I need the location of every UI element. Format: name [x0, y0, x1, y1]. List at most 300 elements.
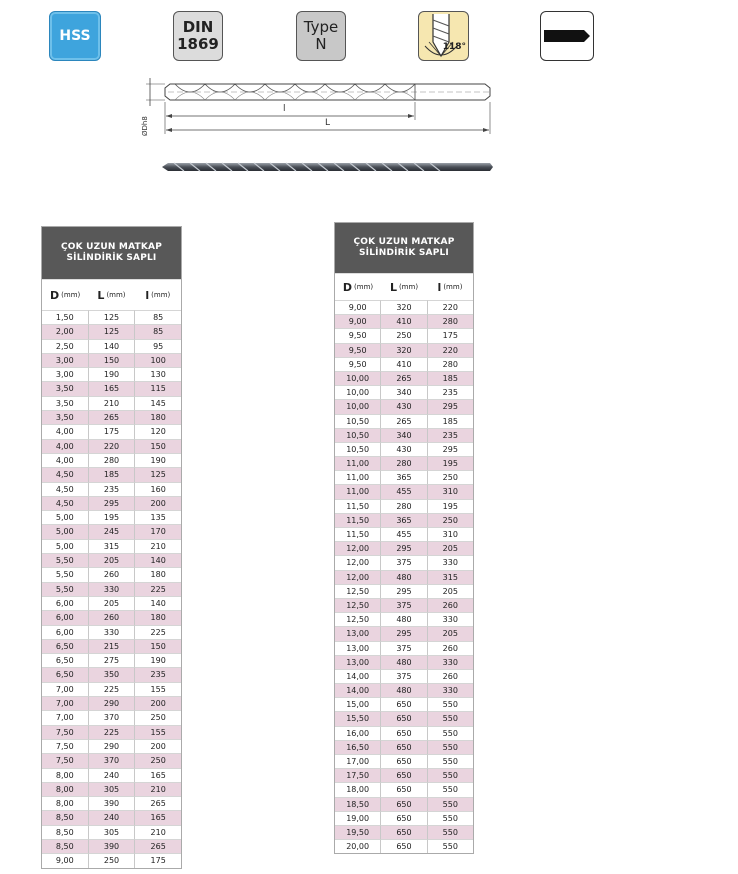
- column-header-L: L (mm): [97, 288, 126, 302]
- point-angle-icon: [419, 12, 470, 62]
- total-length-cell: 265: [89, 410, 136, 424]
- diameter-cell: 11,00: [335, 456, 381, 470]
- total-length-cell: 375: [381, 669, 427, 683]
- table-row: [335, 385, 473, 399]
- total-length-cell: 650: [381, 740, 427, 754]
- table-row: [335, 541, 473, 555]
- total-length-cell: 205: [89, 596, 136, 610]
- diameter-cell: 2,00: [42, 324, 89, 338]
- diameter-cell: 3,00: [42, 353, 89, 367]
- total-length-cell: 265: [381, 371, 427, 385]
- flute-length-cell: 330: [428, 683, 473, 697]
- diameter-cell: 7,50: [42, 725, 89, 739]
- table-row: [42, 439, 181, 453]
- total-length-cell: 650: [381, 811, 427, 825]
- diameter-cell: 5,00: [42, 510, 89, 524]
- table-row: [42, 453, 181, 467]
- table-row: [42, 524, 181, 538]
- total-length-cell: 150: [89, 353, 136, 367]
- table-row: [335, 357, 473, 371]
- diameter-cell: 10,50: [335, 428, 381, 442]
- flute-length-cell: 175: [428, 328, 473, 342]
- diameter-cell: 12,50: [335, 612, 381, 626]
- diameter-cell: 8,00: [42, 782, 89, 796]
- diameter-cell: 11,50: [335, 499, 381, 513]
- table-row: [335, 300, 473, 314]
- flute-length-cell: 135: [135, 510, 181, 524]
- table-row: [42, 510, 181, 524]
- table-row: [42, 853, 181, 867]
- table-row: [42, 725, 181, 739]
- table-row: [335, 570, 473, 584]
- diameter-cell: 16,50: [335, 740, 381, 754]
- table-row: [42, 667, 181, 681]
- total-length-cell: 350: [89, 667, 136, 681]
- flute-length-cell: 265: [135, 796, 181, 810]
- flute-length-cell: 210: [135, 825, 181, 839]
- diameter-cell: 4,00: [42, 439, 89, 453]
- diameter-cell: 3,50: [42, 396, 89, 410]
- total-length-cell: 480: [381, 570, 427, 584]
- diameter-cell: 5,00: [42, 524, 89, 538]
- diameter-cell: 6,00: [42, 610, 89, 624]
- flute-length-cell: 180: [135, 567, 181, 581]
- table-row: [42, 567, 181, 581]
- flute-length-cell: 220: [428, 300, 473, 314]
- flute-length-cell: 210: [135, 539, 181, 553]
- flute-length-cell: 235: [428, 428, 473, 442]
- diameter-cell: 12,50: [335, 584, 381, 598]
- total-length-cell: 275: [89, 653, 136, 667]
- shank-badge: [540, 11, 594, 61]
- table-row: [42, 410, 181, 424]
- table-row: [335, 768, 473, 782]
- table-row: [42, 610, 181, 624]
- diameter-cell: 8,00: [42, 796, 89, 810]
- table-row: [335, 314, 473, 328]
- table-row: [42, 596, 181, 610]
- total-length-cell: 390: [89, 839, 136, 853]
- total-length-cell: 375: [381, 598, 427, 612]
- table-row: [42, 310, 181, 324]
- diameter-cell: 17,50: [335, 768, 381, 782]
- diameter-cell: 9,00: [42, 853, 89, 867]
- flute-length-cell: 195: [428, 456, 473, 470]
- table-row: [42, 339, 181, 353]
- total-length-cell: 650: [381, 825, 427, 839]
- total-length-cell: 225: [89, 725, 136, 739]
- flute-length-cell: 160: [135, 482, 181, 496]
- diameter-cell: 10,50: [335, 442, 381, 456]
- flute-length-cell: 550: [428, 782, 473, 796]
- table-row: [42, 324, 181, 338]
- flute-length-cell: 330: [428, 555, 473, 569]
- table-title: ÇOK UZUN MATKAP SİLİNDİRİK SAPLI: [335, 223, 473, 273]
- diameter-cell: 6,00: [42, 625, 89, 639]
- table-row: [335, 726, 473, 740]
- diameter-cell: 11,50: [335, 527, 381, 541]
- total-length-cell: 480: [381, 683, 427, 697]
- flute-length-cell: 310: [428, 527, 473, 541]
- diameter-cell: 6,00: [42, 596, 89, 610]
- total-length-cell: 650: [381, 782, 427, 796]
- flute-length-cell: 210: [135, 782, 181, 796]
- total-length-cell: 185: [89, 467, 136, 481]
- flute-length-cell: 315: [428, 570, 473, 584]
- table-row: [335, 754, 473, 768]
- table-row: [42, 553, 181, 567]
- diameter-cell: 5,00: [42, 539, 89, 553]
- table-row: [42, 810, 181, 824]
- column-header-l: l (mm): [437, 280, 463, 294]
- total-length-cell: 375: [381, 555, 427, 569]
- total-length-cell: 240: [89, 768, 136, 782]
- table-row: [335, 683, 473, 697]
- flute-length-cell: 140: [135, 596, 181, 610]
- table-row: [335, 839, 473, 853]
- diameter-cell: 12,00: [335, 541, 381, 555]
- table-row: [335, 513, 473, 527]
- diameter-cell: 13,00: [335, 641, 381, 655]
- table-row: [335, 669, 473, 683]
- total-length-cell: 480: [381, 612, 427, 626]
- total-length-cell: 240: [89, 810, 136, 824]
- total-length-cell: 430: [381, 399, 427, 413]
- total-length-cell: 650: [381, 697, 427, 711]
- flute-length-cell: 155: [135, 682, 181, 696]
- table-row: [42, 625, 181, 639]
- type-badge: Type N: [296, 11, 346, 61]
- table-row: [335, 655, 473, 669]
- total-length-cell: 295: [89, 496, 136, 510]
- flute-length-cell: 295: [428, 442, 473, 456]
- table-row: [335, 343, 473, 357]
- diameter-cell: 12,50: [335, 598, 381, 612]
- total-length-cell: 340: [381, 385, 427, 399]
- diameter-cell: 8,50: [42, 825, 89, 839]
- column-header-d: D (mm): [50, 288, 81, 302]
- table-row: [42, 710, 181, 724]
- total-length-cell: 650: [381, 754, 427, 768]
- flute-length-cell: 170: [135, 524, 181, 538]
- total-length-cell: 650: [381, 726, 427, 740]
- l-dimension-label: l: [283, 104, 286, 114]
- flute-length-cell: 200: [135, 696, 181, 710]
- flute-length-cell: 550: [428, 811, 473, 825]
- flute-length-cell: 250: [428, 470, 473, 484]
- diameter-cell: 5,50: [42, 553, 89, 567]
- table-row: [335, 371, 473, 385]
- table-row: [335, 499, 473, 513]
- diameter-cell: 4,00: [42, 424, 89, 438]
- diameter-cell: 8,00: [42, 768, 89, 782]
- table-row: [335, 782, 473, 796]
- table-row: [335, 428, 473, 442]
- table-title: ÇOK UZUN MATKAP SİLİNDİRİK SAPLI: [42, 227, 181, 279]
- flute-length-cell: 205: [428, 626, 473, 640]
- flute-length-cell: 550: [428, 726, 473, 740]
- table-row: [335, 697, 473, 711]
- total-length-cell: 280: [381, 456, 427, 470]
- flute-length-cell: 550: [428, 768, 473, 782]
- table-row: [42, 696, 181, 710]
- flute-length-cell: 150: [135, 439, 181, 453]
- flute-length-cell: 330: [428, 655, 473, 669]
- table-header: [335, 273, 473, 300]
- table-row: [335, 414, 473, 428]
- table-row: [335, 456, 473, 470]
- diameter-cell: 16,00: [335, 726, 381, 740]
- total-length-cell: 290: [89, 696, 136, 710]
- table-row: [42, 653, 181, 667]
- flute-length-cell: 165: [135, 768, 181, 782]
- flute-length-cell: 95: [135, 339, 181, 353]
- flute-length-cell: 205: [428, 584, 473, 598]
- table-row: [335, 612, 473, 626]
- total-length-cell: 455: [381, 484, 427, 498]
- flute-length-cell: 175: [135, 853, 181, 867]
- flute-length-cell: 250: [135, 710, 181, 724]
- flute-length-cell: 195: [428, 499, 473, 513]
- table-row: [335, 484, 473, 498]
- total-length-cell: 365: [381, 470, 427, 484]
- flute-length-cell: 260: [428, 641, 473, 655]
- flute-length-cell: 550: [428, 825, 473, 839]
- flute-length-cell: 190: [135, 453, 181, 467]
- diameter-cell: 8,50: [42, 839, 89, 853]
- total-length-cell: 650: [381, 768, 427, 782]
- total-length-cell: 390: [89, 796, 136, 810]
- total-length-cell: 250: [381, 328, 427, 342]
- total-length-cell: 290: [89, 739, 136, 753]
- flute-length-cell: 190: [135, 653, 181, 667]
- diameter-cell: 4,50: [42, 496, 89, 510]
- flute-length-cell: 550: [428, 697, 473, 711]
- table-row: [42, 467, 181, 481]
- flute-length-cell: 330: [428, 612, 473, 626]
- total-length-cell: 280: [89, 453, 136, 467]
- diameter-cell: 12,00: [335, 570, 381, 584]
- total-length-cell: 295: [381, 626, 427, 640]
- table-row: [335, 825, 473, 839]
- diameter-cell: 7,00: [42, 710, 89, 724]
- table-row: [42, 381, 181, 395]
- flute-length-cell: 85: [135, 310, 181, 324]
- table-row: [335, 740, 473, 754]
- total-length-cell: 410: [381, 314, 427, 328]
- flute-length-cell: 250: [135, 753, 181, 767]
- diameter-cell: 18,50: [335, 797, 381, 811]
- total-length-cell: 220: [89, 439, 136, 453]
- flute-length-cell: 550: [428, 740, 473, 754]
- flute-length-cell: 145: [135, 396, 181, 410]
- flute-length-cell: 550: [428, 754, 473, 768]
- L-dimension-label: L: [325, 118, 331, 128]
- total-length-cell: 330: [89, 625, 136, 639]
- flute-length-cell: 155: [135, 725, 181, 739]
- table-row: [335, 641, 473, 655]
- diameter-cell: 10,00: [335, 399, 381, 413]
- drill-technical-drawing: [130, 74, 500, 144]
- angle-label: 118°: [442, 42, 466, 52]
- diameter-cell: 19,00: [335, 811, 381, 825]
- table-row: [42, 482, 181, 496]
- diameter-cell: 15,50: [335, 711, 381, 725]
- diameter-cell: 14,00: [335, 669, 381, 683]
- flute-length-cell: 280: [428, 314, 473, 328]
- total-length-cell: 305: [89, 825, 136, 839]
- flute-length-cell: 165: [135, 810, 181, 824]
- table-row: [42, 539, 181, 553]
- total-length-cell: 215: [89, 639, 136, 653]
- diameter-cell: 9,50: [335, 328, 381, 342]
- table-body: [335, 300, 473, 853]
- total-length-cell: 260: [89, 567, 136, 581]
- total-length-cell: 315: [89, 539, 136, 553]
- total-length-cell: 480: [381, 655, 427, 669]
- drill-photo: [160, 160, 495, 174]
- flute-length-cell: 550: [428, 797, 473, 811]
- total-length-cell: 280: [381, 499, 427, 513]
- flute-length-cell: 180: [135, 610, 181, 624]
- table-row: [42, 796, 181, 810]
- diameter-cell: 11,00: [335, 484, 381, 498]
- table-row: [335, 711, 473, 725]
- total-length-cell: 375: [381, 641, 427, 655]
- column-header-d: D (mm): [342, 280, 374, 294]
- total-length-cell: 265: [381, 414, 427, 428]
- total-length-cell: 330: [89, 582, 136, 596]
- flute-length-cell: 260: [428, 598, 473, 612]
- diameter-cell: 20,00: [335, 839, 381, 853]
- table-row: [335, 598, 473, 612]
- total-length-cell: 320: [381, 300, 427, 314]
- flute-length-cell: 150: [135, 639, 181, 653]
- diameter-cell: 3,50: [42, 410, 89, 424]
- table-row: [335, 399, 473, 413]
- table-row: [42, 739, 181, 753]
- diameter-cell: 9,00: [335, 300, 381, 314]
- flute-length-cell: 185: [428, 371, 473, 385]
- diameter-cell: 6,50: [42, 667, 89, 681]
- table-row: [335, 584, 473, 598]
- table-row: [335, 797, 473, 811]
- flute-length-cell: 225: [135, 582, 181, 596]
- total-length-cell: 295: [381, 584, 427, 598]
- flute-length-cell: 130: [135, 367, 181, 381]
- flute-length-cell: 550: [428, 839, 473, 853]
- table-row: [42, 839, 181, 853]
- diameter-cell: 3,50: [42, 381, 89, 395]
- diameter-cell: 4,50: [42, 467, 89, 481]
- total-length-cell: 205: [89, 553, 136, 567]
- total-length-cell: 340: [381, 428, 427, 442]
- din-badge: DIN 1869: [173, 11, 223, 61]
- diameter-cell: 4,00: [42, 453, 89, 467]
- total-length-cell: 650: [381, 839, 427, 853]
- diameter-cell: 10,00: [335, 385, 381, 399]
- flute-length-cell: 200: [135, 496, 181, 510]
- diameter-cell: 2,50: [42, 339, 89, 353]
- diameter-cell: 8,50: [42, 810, 89, 824]
- diameter-cell: 18,00: [335, 782, 381, 796]
- table-row: [335, 626, 473, 640]
- total-length-cell: 305: [89, 782, 136, 796]
- total-length-cell: 175: [89, 424, 136, 438]
- diameter-cell: 6,50: [42, 653, 89, 667]
- flute-length-cell: 235: [428, 385, 473, 399]
- flute-length-cell: 85: [135, 324, 181, 338]
- table-row: [335, 328, 473, 342]
- drill-table-right: [334, 222, 474, 854]
- total-length-cell: 370: [89, 753, 136, 767]
- hss-badge: HSS: [49, 11, 101, 61]
- total-length-cell: 165: [89, 381, 136, 395]
- table-row: [42, 367, 181, 381]
- total-length-cell: 245: [89, 524, 136, 538]
- diameter-cell: 5,50: [42, 582, 89, 596]
- total-length-cell: 190: [89, 367, 136, 381]
- column-header-l: l (mm): [145, 288, 171, 302]
- total-length-cell: 210: [89, 396, 136, 410]
- flute-length-cell: 295: [428, 399, 473, 413]
- flute-length-cell: 140: [135, 553, 181, 567]
- table-row: [335, 811, 473, 825]
- flute-length-cell: 280: [428, 357, 473, 371]
- flute-length-cell: 205: [428, 541, 473, 555]
- diameter-cell: 3,00: [42, 367, 89, 381]
- point-angle-badge: [418, 11, 469, 61]
- diameter-cell: 10,00: [335, 371, 381, 385]
- total-length-cell: 250: [89, 853, 136, 867]
- diameter-cell: 7,00: [42, 682, 89, 696]
- diameter-cell: 13,00: [335, 626, 381, 640]
- diameter-cell: 6,50: [42, 639, 89, 653]
- table-row: [42, 768, 181, 782]
- diameter-cell: 19,50: [335, 825, 381, 839]
- total-length-cell: 140: [89, 339, 136, 353]
- diameter-cell: 9,00: [335, 314, 381, 328]
- total-length-cell: 410: [381, 357, 427, 371]
- table-row: [335, 555, 473, 569]
- flute-length-cell: 260: [428, 669, 473, 683]
- flute-length-cell: 550: [428, 711, 473, 725]
- total-length-cell: 320: [381, 343, 427, 357]
- diameter-cell: 4,50: [42, 482, 89, 496]
- table-header: [42, 279, 181, 310]
- flute-length-cell: 185: [428, 414, 473, 428]
- flute-length-cell: 180: [135, 410, 181, 424]
- diameter-cell: 13,00: [335, 655, 381, 669]
- table-body: [42, 310, 181, 868]
- column-header-L: L (mm): [389, 280, 419, 294]
- table-row: [335, 442, 473, 456]
- total-length-cell: 235: [89, 482, 136, 496]
- table-row: [42, 782, 181, 796]
- table-row: [42, 396, 181, 410]
- table-row: [42, 582, 181, 596]
- flute-length-cell: 310: [428, 484, 473, 498]
- drill-table-left: [41, 226, 182, 869]
- flute-length-cell: 235: [135, 667, 181, 681]
- diameter-cell: 9,50: [335, 343, 381, 357]
- total-length-cell: 430: [381, 442, 427, 456]
- cylindrical-shank-icon: [542, 26, 592, 46]
- table-row: [42, 353, 181, 367]
- total-length-cell: 195: [89, 510, 136, 524]
- table-row: [42, 825, 181, 839]
- table-row: [42, 424, 181, 438]
